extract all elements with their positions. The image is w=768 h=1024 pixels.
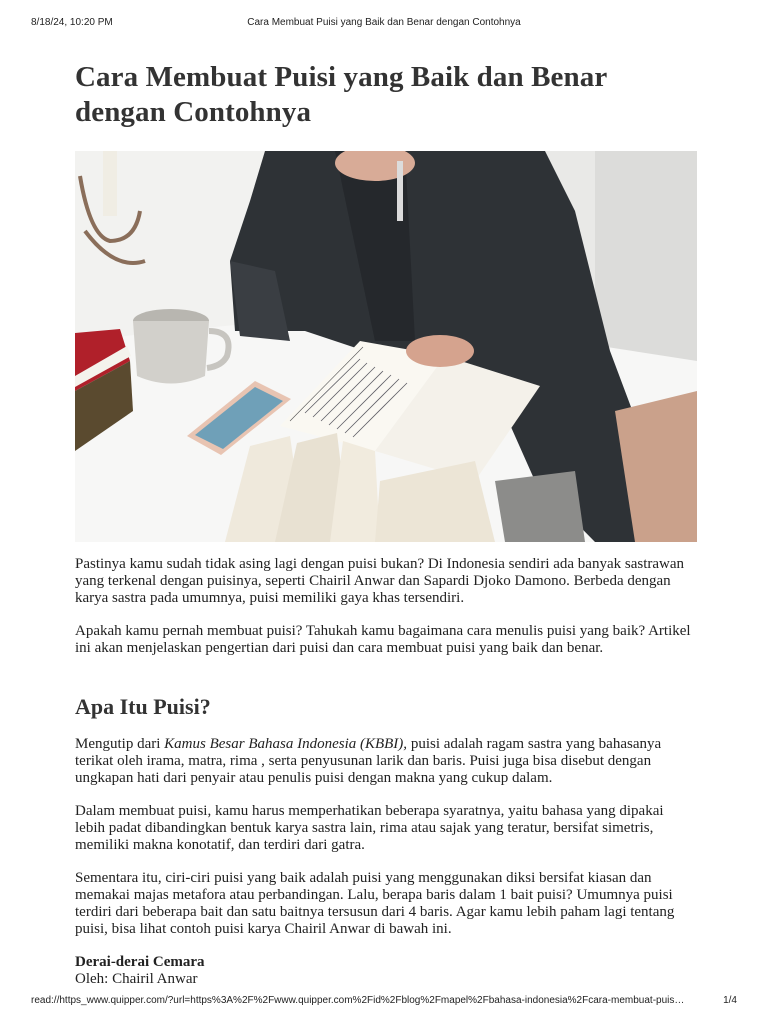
- kbbi-link-text[interactable]: Kamus Besar Bahasa Indonesia (KBBI),: [164, 736, 408, 752]
- hero-image: [75, 151, 697, 542]
- section-paragraph-3: Sementara itu, ciri-ciri puisi yang baik adalah puisi yang menggunakan diksi bersifat kiasan dan memakai majas metafora atau perbandingan. Lalu, berapa baris dalam 1 bait puisi? Umumnya puisi terdiri dari beberapa bait dan satu baitnya tersusun dari 4 baris. Agar kamu lebih paham lagi tentang puisi, bisa lihat contoh puisi karya Chairil Anwar di bawah ini.: [75, 870, 675, 937]
- poem-title: Derai-derai Cemara: [75, 954, 205, 970]
- article-title: Cara Membuat Puisi yang Baik dan Benar dengan Contohnya: [75, 61, 607, 128]
- kbbi-lead-text: Mengutip dari: [75, 736, 165, 752]
- hero-photo-illustration: [75, 151, 697, 542]
- intro-paragraph-1: Pastinya kamu sudah tidak asing lagi dengan puisi bukan? Di Indonesia sendiri ada banyak sastrawan yang terkenal dengan puisinya, seperti Chairil Anwar dan Sapardi Djoko Damono. Berbeda dengan karya sastra pada umumnya, puisi memiliki gaya khas tersendiri.: [75, 556, 685, 606]
- article: [75, 60, 697, 988]
- intro-paragraph-2: Apakah kamu pernah membuat puisi? Tahukah kamu bagaimana cara menulis puisi yang baik? Artikel ini akan menjelaskan pengertian dari puisi dan cara membuat puisi yang baik dan benar.: [75, 623, 691, 656]
- print-header: [0, 17, 768, 31]
- section-paragraph-2: Dalam membuat puisi, kamu harus memperhatikan beberapa syaratnya, yaitu bahasa yang dipakai lebih padat dibandingkan bentuk karya sastra lain, rima atau sajak yang teratur, bersifat simetris, memiliki makna konotatif, dan terdiri dari gatra.: [75, 803, 664, 853]
- section-paragraph-1: [75, 736, 697, 787]
- print-url: read://https_www.quipper.com/?url=https%3A%2F%2Fwww.quipper.com%2Fid%2Fblog%2Fmapel%2Fbahasa-indonesia%2Fcara-membuat-puis…: [31, 995, 685, 1006]
- section-heading: Apa Itu Puisi?: [75, 694, 211, 719]
- page-number: 1/4: [723, 995, 737, 1006]
- kbbi-rest-text: puisi adalah ragam sastra yang bahasanya terikat oleh irama, matra, rima , serta penyusunan larik dan baris. Puisi juga bisa disebut dengan ungkapan hati dari penyair atau penulis puisi dengan makna yang cukup dalam.: [75, 736, 662, 786]
- poem-author: Oleh: Chairil Anwar: [75, 971, 198, 987]
- print-page-title: Cara Membuat Puisi yang Baik dan Benar dengan Contohnya: [247, 17, 521, 28]
- print-footer: [0, 995, 768, 1009]
- print-datetime: 8/18/24, 10:20 PM: [31, 17, 113, 28]
